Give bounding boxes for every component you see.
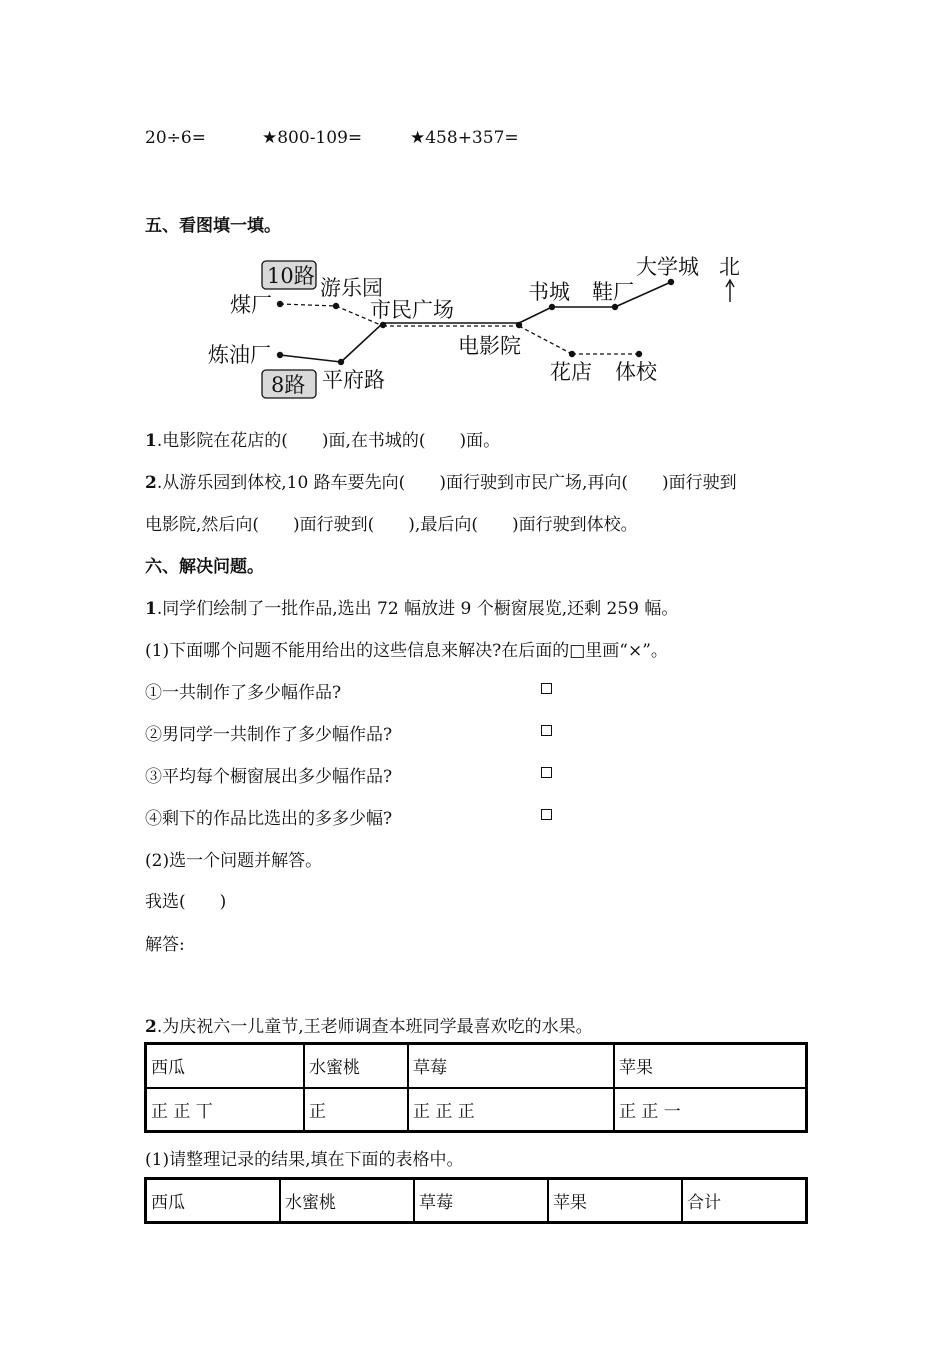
q6-2-sub1: (1)请整理记录的结果,填在下面的表格中。: [145, 1150, 464, 1170]
option-3: ③平均每个橱窗展出多少幅作品?: [145, 767, 393, 787]
label-book: 书城: [528, 280, 570, 304]
label-plaza: 市民广场: [370, 298, 454, 322]
q6-1-sub1: (1)下面哪个问题不能用给出的这些信息来解决?在后面的□里画“×”。: [145, 641, 668, 661]
choose-line: 我选( ): [145, 892, 227, 912]
stop-book: [549, 304, 555, 310]
label-flower: 花店: [550, 360, 592, 384]
tally-header-strawberry: 草莓: [408, 1044, 614, 1088]
tally-table: [144, 1042, 808, 1133]
answer-label: 解答:: [145, 935, 185, 955]
tally-header-peach: 水蜜桃: [304, 1044, 408, 1088]
q5-2: [145, 468, 737, 493]
result-header-peach: 水蜜桃: [280, 1179, 414, 1223]
q5-1-number: 1: [145, 431, 157, 451]
option-2: ②男同学一共制作了多少幅作品?: [145, 725, 393, 745]
result-header-apple: 苹果: [548, 1179, 682, 1223]
label-univ: 大学城: [636, 255, 699, 279]
q5-2-cont: 电影院,然后向( )面行驶到( ),最后向( )面行驶到体校。: [145, 515, 638, 535]
label-park: 游乐园: [320, 276, 383, 300]
calc-3: ★458+357=: [410, 128, 519, 148]
label-school: 体校: [615, 360, 657, 384]
stop-school: [636, 351, 642, 357]
stop-park: [333, 303, 339, 309]
label-cinema: 电影院: [458, 334, 521, 358]
tally-apple: 正 正 一: [614, 1088, 807, 1132]
tally-header-watermelon: 西瓜: [146, 1044, 305, 1088]
section6-title: 六、解决问题。: [145, 557, 264, 577]
label-north: 北: [719, 255, 740, 279]
q6-2: [145, 1012, 593, 1037]
q5-1-text: .电影院在花店的( )面,在书城的( )面。: [156, 431, 501, 451]
option-1: ①一共制作了多少幅作品?: [145, 683, 342, 703]
stop-univ: [668, 279, 674, 285]
q5-1: [145, 426, 500, 451]
tally-header-apple: 苹果: [614, 1044, 807, 1088]
tally-watermelon: 正 正 丅: [146, 1088, 305, 1132]
stop-plaza: [380, 322, 386, 328]
result-header-watermelon: 西瓜: [146, 1179, 281, 1223]
result-header-strawberry: 草莓: [414, 1179, 548, 1223]
calc-2: ★800-109=: [262, 128, 363, 148]
option-2-checkbox[interactable]: [541, 725, 552, 736]
stop-flower: [569, 351, 575, 357]
route10-label: 10路: [267, 264, 315, 288]
q6-2-number: 2: [145, 1017, 157, 1037]
q6-1: [145, 594, 678, 619]
label-coal: 煤厂: [230, 293, 272, 317]
q5-2-number: 2: [145, 473, 157, 493]
label-shoe: 鞋厂: [592, 280, 634, 304]
option-3-checkbox[interactable]: [541, 767, 552, 778]
q6-1-number: 1: [145, 599, 157, 619]
tally-strawberry: 正 正 正: [408, 1088, 614, 1132]
result-header-total: 合计: [682, 1179, 807, 1223]
stop-coal: [277, 301, 283, 307]
option-4-checkbox[interactable]: [541, 809, 552, 820]
option-4: ④剩下的作品比选出的多多少幅?: [145, 809, 393, 829]
q6-1-sub2: (2)选一个问题并解答。: [145, 851, 323, 871]
stop-cinema: [516, 322, 522, 328]
label-pingfu: 平府路: [322, 368, 385, 392]
stop-shoe: [612, 304, 618, 310]
section5-title: 五、看图填一填。: [145, 216, 281, 236]
stop-pingfu: [338, 359, 344, 365]
result-table: [144, 1177, 808, 1224]
route-map: [200, 250, 770, 400]
q6-2-text: .为庆祝六一儿童节,王老师调查本班同学最喜欢吃的水果。: [156, 1017, 593, 1037]
tally-peach: 正: [304, 1088, 408, 1132]
stop-refinery: [277, 352, 283, 358]
q6-1-text: .同学们绘制了一批作品,选出 72 幅放进 9 个橱窗展览,还剩 259 幅。: [156, 599, 679, 619]
label-refinery: 炼油厂: [208, 343, 271, 367]
option-1-checkbox[interactable]: [541, 683, 552, 694]
route8-label: 8路: [271, 373, 306, 397]
q5-2-text-a: .从游乐园到体校,10 路车要先向( )面行驶到市民广场,再向( )面行驶到: [156, 473, 737, 493]
calc-1: 20÷6=: [145, 128, 206, 148]
